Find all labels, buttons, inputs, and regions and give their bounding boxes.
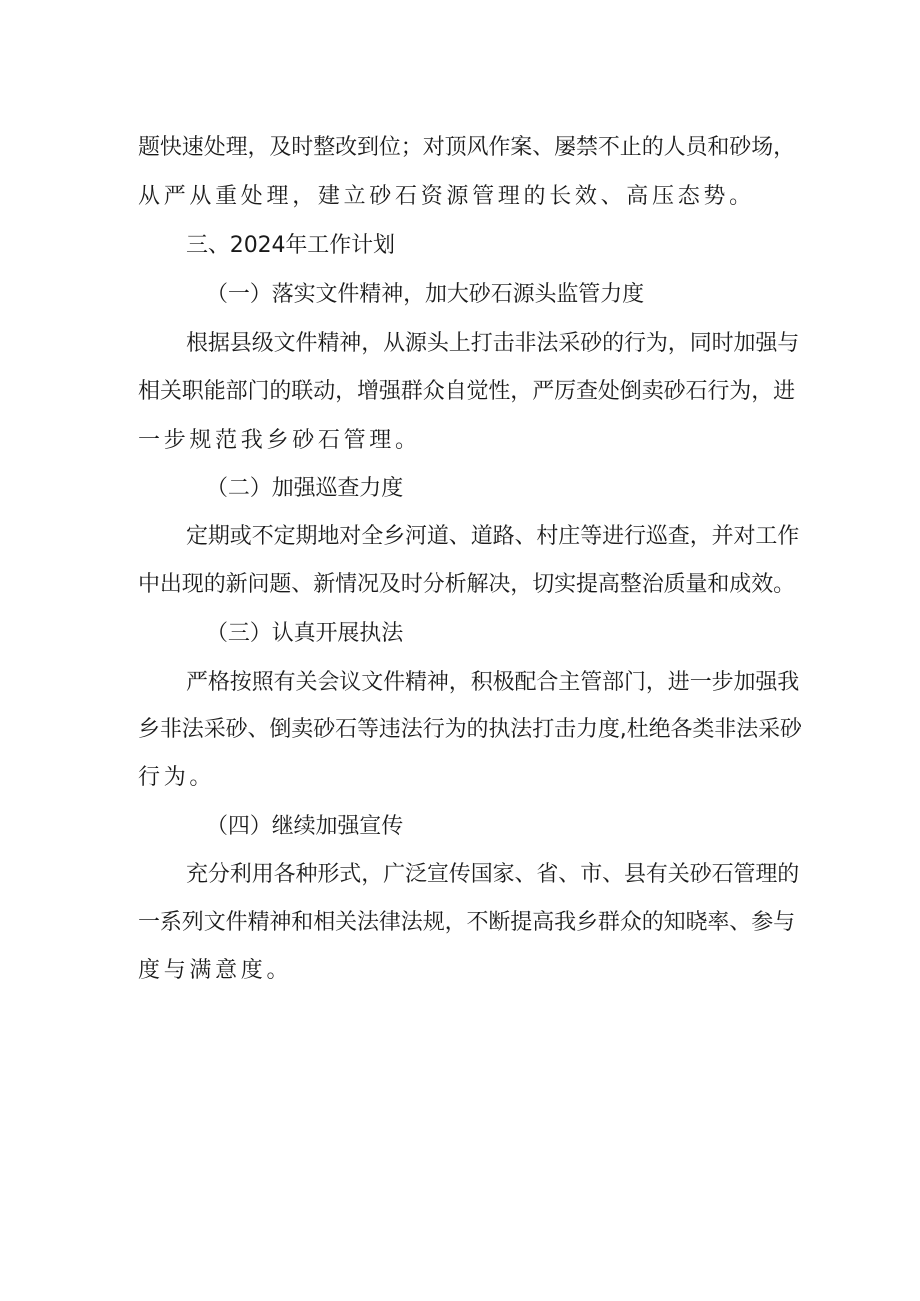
item-2-line-1: 定期或不定期地对全乡河道、道路、村庄等进行巡查，并对工作: [186, 524, 800, 549]
item-2-line-2: 中出现的新问题、新情况及时分析解决，切实提高整治质量和成效。: [138, 572, 796, 597]
item-3-line-2: 乡非法采砂、倒卖砂石等违法行为的执法打击力度,杜绝各类非法采砂: [138, 717, 802, 742]
item-1-line-1: 根据县级文件精神，从源头上打击非法采砂的行为，同时加强与: [186, 331, 800, 356]
item-3-heading: （三）认真开展执法: [206, 621, 404, 646]
item-1-line-2: 相关职能部门的联动，增强群众自觉性，严厉查处倒卖砂石行为，进: [138, 379, 796, 404]
item-2-heading: （二）加强巡查力度: [206, 476, 404, 501]
item-1-line-3: 一步规范我乡砂石管理。: [138, 428, 421, 453]
item-3-line-1: 严格按照有关会议文件精神，积极配合主管部门，进一步加强我: [186, 670, 800, 695]
item-1-heading: （一）落实文件精神，加大砂石源头监管力度: [206, 282, 645, 307]
item-4-line-1: 充分利用各种形式，广泛宣传国家、省、市、县有关砂石管理的: [186, 862, 800, 887]
item-3-line-3: 行为。: [138, 765, 216, 790]
continuation-line-2: 从严从重处理，建立砂石资源管理的长效、高压态势。: [138, 184, 755, 209]
item-4-line-2: 一系列文件精神和相关法律法规，不断提高我乡群众的知晓率、参与: [138, 910, 796, 935]
continuation-line-1: 题快速处理，及时整改到位；对顶风作案、屡禁不止的人员和砂场，: [138, 135, 796, 160]
item-4-line-3: 度与满意度。: [138, 958, 293, 983]
section-heading: 三、2024年工作计划: [186, 233, 395, 258]
item-4-heading: （四）继续加强宣传: [206, 814, 404, 839]
